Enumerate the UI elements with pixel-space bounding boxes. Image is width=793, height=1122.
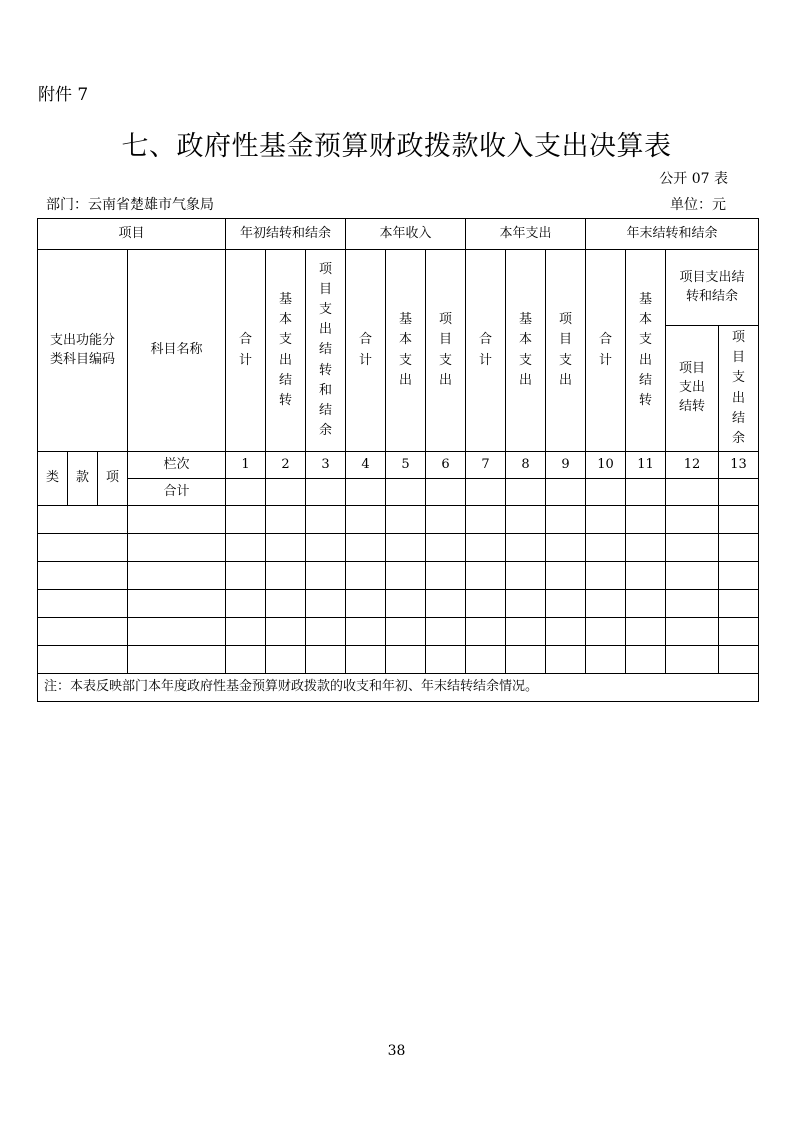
inc-basic-header: 基本支出: [386, 250, 426, 452]
page-number: 38: [387, 1043, 406, 1059]
inc-project-header: 项目支出: [426, 250, 466, 452]
note-row: [38, 674, 759, 702]
col-label: 栏次: [128, 452, 226, 479]
exp-total-header: 合计: [466, 250, 506, 452]
code-kuan: 款: [68, 452, 98, 506]
budget-table: [37, 218, 759, 702]
close-basic-header: 基本支出结转: [626, 250, 666, 452]
attachment-label: 附件 7: [38, 85, 89, 105]
func-code-header: 支出功能分类科目编码: [38, 250, 128, 452]
close-project-balance-header: 项目支出结余: [719, 326, 759, 452]
total-row: [38, 479, 759, 506]
closing-header: 年末结转和结余: [586, 219, 759, 250]
col-number: 12: [666, 452, 719, 479]
col-number: 8: [506, 452, 546, 479]
column-number-row: [38, 452, 759, 479]
table-row: [38, 590, 759, 618]
department-label: 部门：云南省楚雄市气象局: [46, 197, 214, 213]
col-number: 10: [586, 452, 626, 479]
group-header-row: [38, 219, 759, 250]
total-label: 合计: [128, 479, 226, 506]
close-project-group-header: 项目支出结转和结余: [666, 250, 759, 326]
table-note: 注：本表反映部门本年度政府性基金预算财政拨款的收支和年初、年末结转结余情况。: [38, 674, 759, 702]
col-number: 7: [466, 452, 506, 479]
col-number: 11: [626, 452, 666, 479]
subject-name-header: 科目名称: [128, 250, 226, 452]
code-lei: 类: [38, 452, 68, 506]
code-xiang: 项: [98, 452, 128, 506]
close-total-header: 合计: [586, 250, 626, 452]
open-total-header: 合计: [226, 250, 266, 452]
col-number: 3: [306, 452, 346, 479]
expense-header: 本年支出: [466, 219, 586, 250]
open-basic-header: 基本支出结转: [266, 250, 306, 452]
table-row: [38, 506, 759, 534]
unit-label: 单位：元: [670, 197, 726, 213]
income-header: 本年收入: [346, 219, 466, 250]
item-header: 项目: [38, 219, 226, 250]
col-number: 1: [226, 452, 266, 479]
close-project-carry-header: 项目支出结转: [666, 326, 719, 452]
table-row: [38, 534, 759, 562]
col-number: 4: [346, 452, 386, 479]
col-number: 13: [719, 452, 759, 479]
page-title: 七、政府性基金预算财政拨款收入支出决算表: [121, 131, 672, 162]
sub-header-row-1: [38, 250, 759, 326]
opening-header: 年初结转和结余: [226, 219, 346, 250]
col-number: 9: [546, 452, 586, 479]
exp-project-header: 项目支出: [546, 250, 586, 452]
col-number: 6: [426, 452, 466, 479]
table-row: [38, 646, 759, 674]
col-number: 5: [386, 452, 426, 479]
table-number: 公开 07 表: [659, 171, 728, 187]
table-row: [38, 562, 759, 590]
col-number: 2: [266, 452, 306, 479]
inc-total-header: 合计: [346, 250, 386, 452]
open-project-header: 项目支出结转和结余: [306, 250, 346, 452]
table-row: [38, 618, 759, 646]
exp-basic-header: 基本支出: [506, 250, 546, 452]
